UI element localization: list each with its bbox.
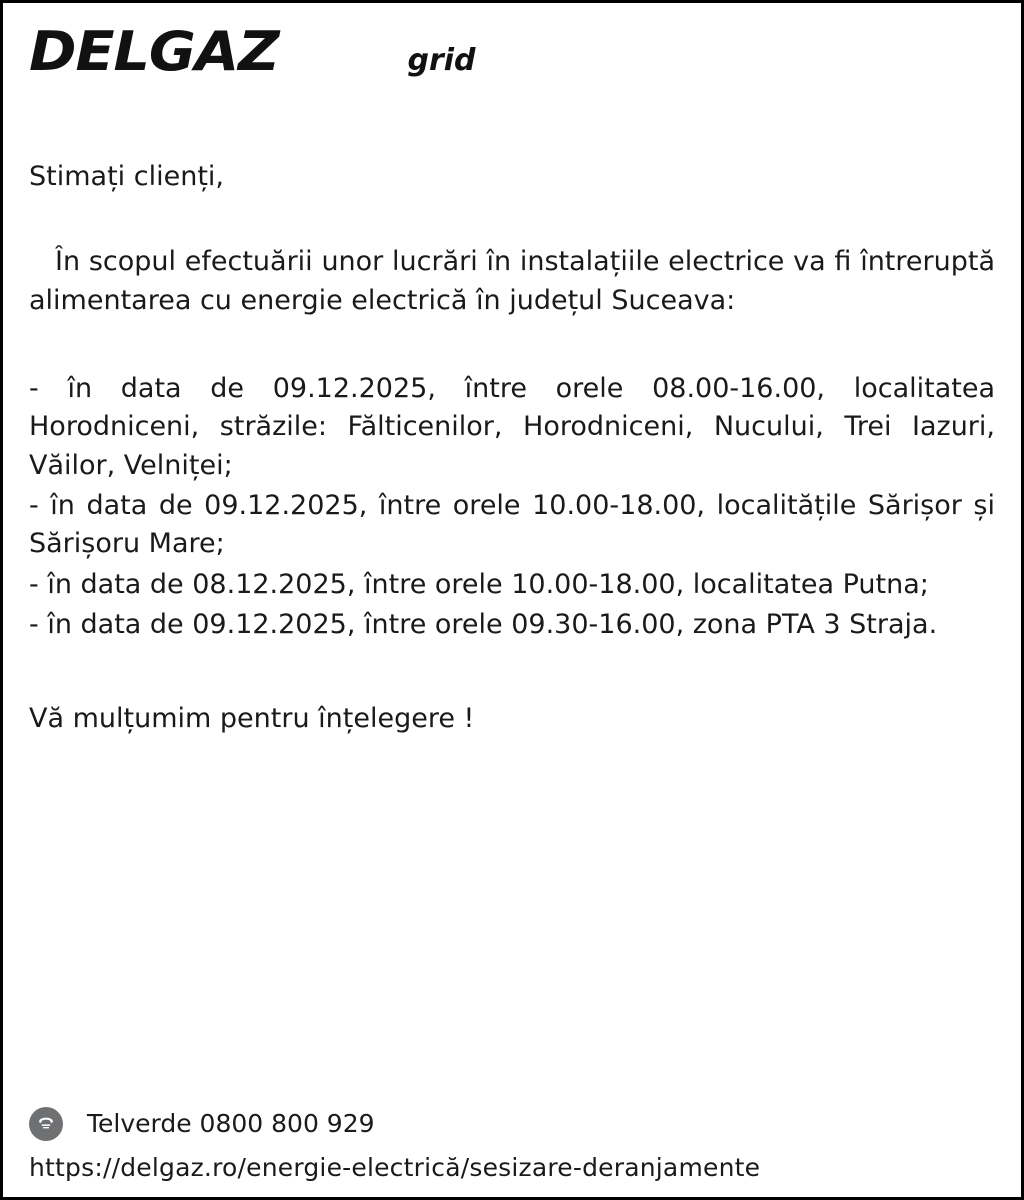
- website-url[interactable]: https://delgaz.ro/energie-electrică/sesizare-deranjamente: [29, 1153, 761, 1182]
- logo-subtext: grid: [407, 43, 476, 78]
- logo-wordmark: DELGAZ: [29, 20, 279, 83]
- list-item: - în data de 08.12.2025, între orele 10.00-18.00, localitatea Putna;: [29, 568, 929, 600]
- thanks-text: Vă mulțumim pentru înțelegere !: [29, 703, 475, 735]
- list-item: - în data de 09.12.2025, între orele 09.30-16.00, zona PTA 3 Straja.: [29, 609, 938, 641]
- document-body: [3, 3, 1021, 1197]
- list-item: - în data de 09.12.2025, între orele 10.00-18.00, localitățile Sărișor și Sărișoru Mare;: [29, 490, 995, 560]
- outage-list: [29, 370, 995, 644]
- document-footer: [29, 1107, 995, 1183]
- list-item: - în data de 09.12.2025, între orele 08.00-16.00, localitatea Horodniceni, străzile: Fălticenilor, Horodniceni, Nucului, Trei Iazuri, Văilor, Velniței;: [29, 373, 995, 481]
- telverde-row: [29, 1107, 995, 1141]
- intro-paragraph: În scopul efectuării unor lucrări în instalațiile electrice va fi întreruptă alimentarea cu energie electrică în județul Suceava:: [29, 246, 995, 316]
- phone-icon: [29, 1107, 63, 1141]
- telverde-label: Telverde 0800 800 929: [87, 1109, 375, 1139]
- greeting-text: Stimați clienți,: [29, 161, 224, 192]
- delgaz-grid-logo: [29, 20, 995, 133]
